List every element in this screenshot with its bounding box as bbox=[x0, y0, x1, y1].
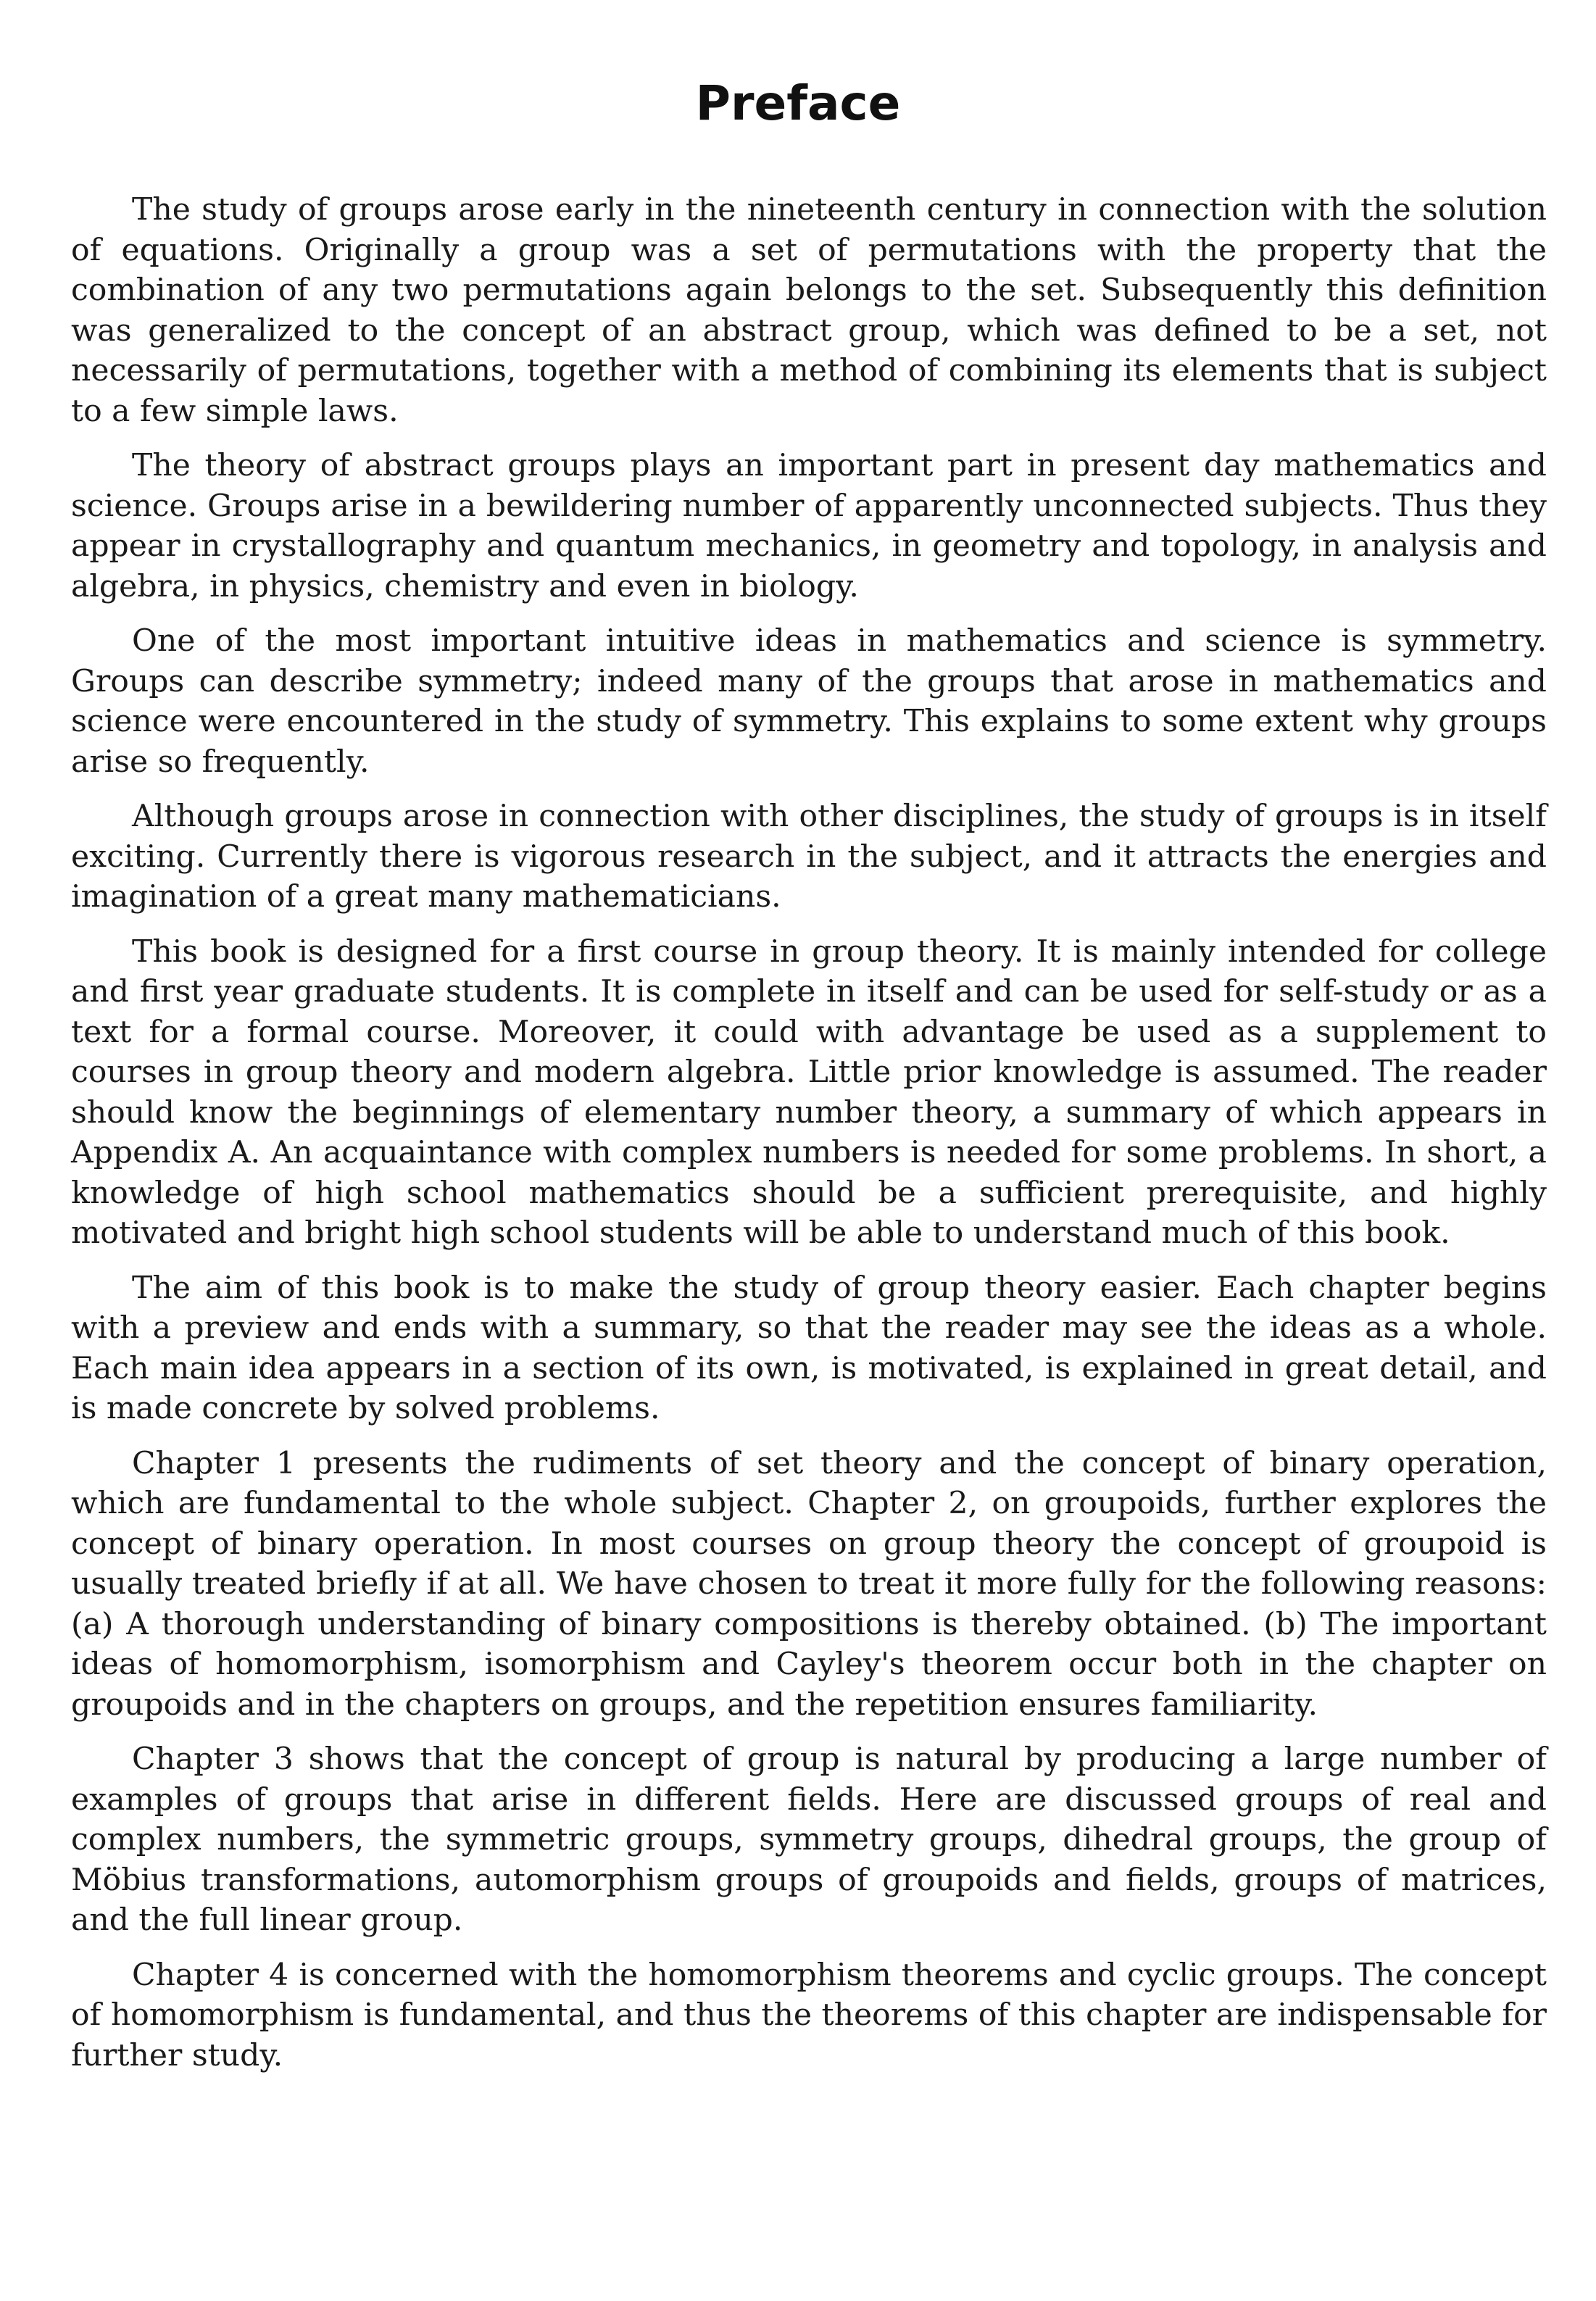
paragraph-4: Although groups arose in connection with other disciplines, the study of groups is in itself exciting. Currently there is vigorous research in the subject, and it attracts the energies and imagination of a great many mathematicians. bbox=[71, 799, 1547, 915]
paragraph-5: This book is designed for a first course in group theory. It is mainly intended for college and first year graduate students. It is complete in itself and can be used for self-study or as a text for a formal course. Moreover, it could with advantage be used as a supplement to courses in group theory and modern algebra. Little prior knowledge is assumed. The reader should know the beginnings of elementary number theory, a summary of which appears in Appendix A. An acquaintance with complex numbers is needed for some problems. In short, a knowledge of high school mathematics should be a sufficient prerequisite, and highly motivated and bright high school students will be able to understand much of this book. bbox=[71, 933, 1547, 1251]
paragraph-8: Chapter 3 shows that the concept of group is natural by producing a large number of examples of groups that arise in different fields. Here are discussed groups of real and complex numbers, the symmetric groups, symmetry groups, dihedral groups, the group of Möbius transformations, automorphism groups of groupoids and fields, groups of matrices, and the full linear group. bbox=[71, 1742, 1547, 1938]
paragraph-3: One of the most important intuitive ideas in mathematics and science is symmetry. Groups can describe symmetry; indeed many of the groups that arose in mathematics and science were encountered in the study of symmetry. This explains to some extent why groups arise so frequently. bbox=[71, 623, 1547, 780]
paragraph-6: The aim of this book is to make the study of group theory easier. Each chapter begins with a preview and ends with a summary, so that the reader may see the ideas as a whole. Each main idea appears in a section of its own, is motivated, is explained in great detail, and is made concrete by solved problems. bbox=[71, 1270, 1547, 1426]
paragraph-9: Chapter 4 is concerned with the homomorphism theorems and cyclic groups. The concept of homomorphism is fundamental, and thus the theorems of this chapter are indispensable for further study. bbox=[71, 1957, 1547, 2073]
paragraph-2: The theory of abstract groups plays an important part in present day mathematics and science. Groups arise in a bewildering number of apparently unconnected subjects. Thus they appear in crystallography and quantum mechanics, in geometry and topology, in analysis and algebra, in physics, chemistry and even in biology. bbox=[71, 448, 1547, 604]
paragraph-1: The study of groups arose early in the nineteenth century in connection with the solution of equations. Originally a group was a set of permutations with the property that the combination of any two permutations again belongs to the set. Subsequently this definition was generalized to the concept of an abstract group, which was defined to be a set, not necessarily of permutations, together with a method of combining its elements that is subject to a few simple laws. bbox=[71, 192, 1547, 429]
paragraph-7: Chapter 1 presents the rudiments of set theory and the concept of binary operation, which are fundamental to the whole subject. Chapter 2, on groupoids, further explores the concept of binary operation. In most courses on group theory the concept of groupoid is usually treated briefly if at all. We have chosen to treat it more fully for the following reasons: (a) A thorough understanding of binary compositions is thereby obtained. (b) The important ideas of homomorphism, isomorphism and Cayley's theorem occur both in the chapter on groupoids and in the chapters on groups, and the repetition ensures familiarity. bbox=[71, 1445, 1547, 1723]
page-title: Preface bbox=[695, 75, 901, 131]
preface-body bbox=[71, 190, 1547, 2090]
